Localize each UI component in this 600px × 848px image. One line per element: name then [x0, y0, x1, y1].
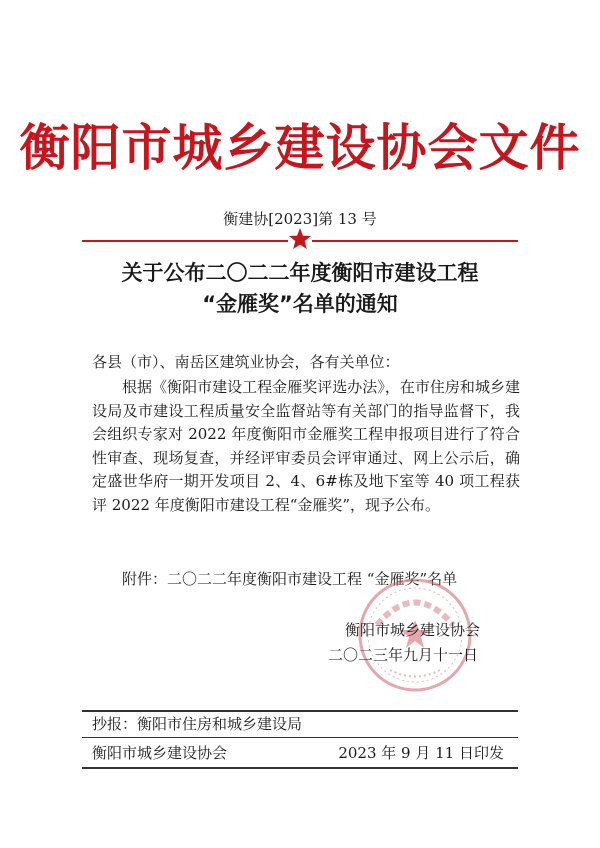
footer-divider-top	[82, 710, 518, 712]
document-header-title: 衡阳市城乡建设协会文件	[19, 118, 581, 177]
document-number: 衡建协[2023]第 13 号	[223, 210, 377, 228]
footer-divider-bottom	[82, 767, 518, 769]
notice-title-line-2: “金雁奖”名单的通知	[202, 292, 398, 316]
signature-organization: 衡阳市城乡建设协会	[345, 621, 481, 639]
notice-title-line-1: 关于公布二〇二二年度衡阳市建设工程	[121, 261, 479, 285]
header-divider-right	[312, 240, 518, 242]
footer-print-date: 2023 年 9 月 11 日印发	[338, 744, 504, 762]
cc-recipient: 抄报：衡阳市住房和城乡建设局	[92, 715, 303, 733]
header-divider-left	[82, 240, 288, 242]
body-paragraph: 根据《衡阳市建设工程金雁奖评选办法》，在市住房和城乡建设局及市建设工程质量安全监督站等有关部门的指导监督下，我会组织专家对 2022 年度衡阳市金雁奖工程申报项目进行了符合性审查、现场复查，并经评审委员会评审通过、网上公示后，确定盛世华府一期开发项目 2、4、6#栋及地下室等 40 项工程获评 2022 年度衡阳市建设工程“金雁奖”，现予公布。	[92, 378, 520, 514]
salutation: 各县（市）、南岳区建筑业协会，各有关单位：	[92, 353, 400, 371]
star-icon	[288, 227, 312, 251]
footer-issuer: 衡阳市城乡建设协会	[92, 744, 228, 762]
signature-date: 二〇二三年九月十一日	[328, 646, 479, 664]
attachment-line: 附件：二〇二二年度衡阳市建设工程 “金雁奖”名单	[122, 570, 458, 588]
footer-divider-middle	[82, 737, 518, 738]
